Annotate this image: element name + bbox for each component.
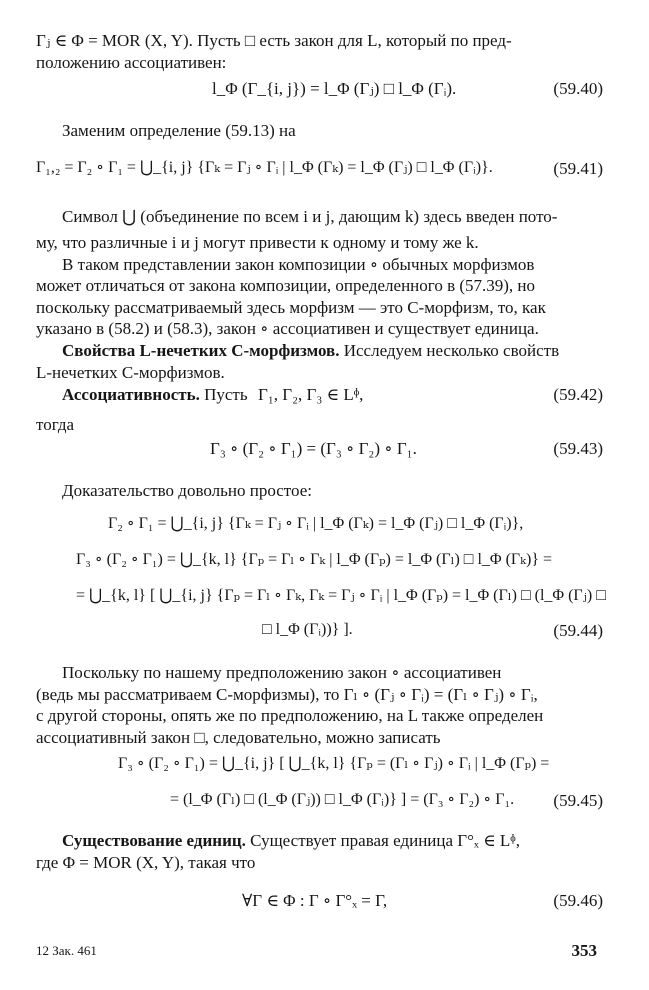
page-number: 353 [571,941,597,960]
text-line: Заменим определение (59.13) на [62,121,296,140]
text-line: указано в (58.2) и (58.3), закон ∘ ассоциативен и существует единица. [36,319,539,338]
text-line: Доказательство довольно простое: [62,481,312,500]
text-line: му, что различные i и j могут привести к одному и тому же k. [36,233,479,252]
equation-59-44-line4: □ l_Φ (Γᵢ))} ]. [262,621,353,638]
text-line [62,832,520,849]
equation-59-45-line1: Γ₃ ∘ (Γ₂ ∘ Γ₁) = ⋃_{i, j} [ ⋃_{k, l} {Γₚ = (Γₗ ∘ Γⱼ) ∘ Γᵢ | l_Φ (Γₚ) = [118,755,550,772]
equation-59-40: l_Φ (Γ_{i, j}) = l_Φ (Γⱼ) □ l_Φ (Γᵢ). [212,79,457,98]
text-span: Пусть [199,385,248,404]
text-line [62,386,248,403]
equation-number: (59.43) [553,439,603,458]
section-heading: Существование единиц. [62,831,246,850]
text-line: L-нечетких С-морфизмов. [36,363,225,382]
text-line: Символ ⋃ (объединение по всем i и j, дающим k) здесь введен пото- [62,207,558,226]
printer-signature: 12 Зак. 461 [36,943,97,958]
equation-59-44-line2: Γ₃ ∘ (Γ₂ ∘ Γ₁) = ⋃_{k, l} {Γₚ = Γₗ ∘ Γₖ | l_Φ (Γₚ) = l_Φ (Γₗ) □ l_Φ (Γₖ)} = [76,551,553,568]
text-line: ассоциативный закон □, следовательно, можно записать [36,728,441,747]
text-span: Существует правая единица Γ°ₓ ∈ Lᶲ, [245,831,521,850]
equation-number: (59.46) [553,891,603,910]
text-line: где Φ = MOR (X, Y), такая что [36,853,256,872]
equation-number: (59.45) [553,791,603,810]
equation-59-43: Γ₃ ∘ (Γ₂ ∘ Γ₁) = (Γ₃ ∘ Γ₂) ∘ Γ₁. [210,439,417,458]
text-line: (ведь мы рассматриваем С-морфизмы), то Γₗ ∘ (Γⱼ ∘ Γᵢ) = (Γₗ ∘ Γⱼ) ∘ Γᵢ, [36,685,538,704]
equation-number: (59.40) [553,79,603,98]
equation-number: (59.41) [553,159,603,178]
equation-59-46: ∀Γ ∈ Φ : Γ ∘ Γ°ₓ = Γ, [242,891,388,910]
equation-59-44-line3: = ⋃_{k, l} [ ⋃_{i, j} {Γₚ = Γₗ ∘ Γₖ, Γₖ = Γⱼ ∘ Γᵢ | l_Φ (Γₚ) = l_Φ (Γₗ) □ (l_Φ (Γⱼ) □ [76,587,606,604]
equation-59-45-line2: = (l_Φ (Γₗ) □ (l_Φ (Γⱼ)) □ l_Φ (Γᵢ)} ] = (Γ₃ ∘ Γ₂) ∘ Γ₁. [170,791,515,808]
text-span: Исследуем несколько свойств [339,341,560,360]
text-line: положению ассоциативен: [36,53,227,72]
equation-number: (59.42) [553,385,603,404]
text-line: Поскольку по нашему предположению закон ∘ ассоциативен [62,663,502,682]
text-line: Γⱼ ∈ Φ = MOR (X, Y). Пусть □ есть закон для L, который по пред- [36,31,512,50]
equation-59-44-line1: Γ₂ ∘ Γ₁ = ⋃_{i, j} {Γₖ = Γⱼ ∘ Γᵢ | l_Φ (Γₖ) = l_Φ (Γⱼ) □ l_Φ (Γᵢ)}, [108,515,524,532]
text-line: В таком представлении закон композиции ∘ обычных морфизмов [62,255,535,274]
equation-number: (59.44) [553,621,603,640]
text-line: может отличаться от закона композиции, определенного в (57.39), но [36,276,536,295]
equation-59-42: Γ₁, Γ₂, Γ₃ ∈ Lᶲ, [258,385,364,404]
text-line: поскольку рассматриваемый здесь морфизм — это С-морфизм, то, как [36,298,546,317]
text-line: с другой стороны, опять же по предположению, на L также определен [36,706,544,725]
text-line [62,342,559,359]
section-heading: Ассоциативность. [62,385,200,404]
equation-59-41: Γ₁,₂ = Γ₂ ∘ Γ₁ = ⋃_{i, j} {Γₖ = Γⱼ ∘ Γᵢ | l_Φ (Γₖ) = l_Φ (Γⱼ) □ l_Φ (Γᵢ)}. [36,159,493,176]
text-line: тогда [36,415,75,434]
section-heading: Свойства L-нечетких С-морфизмов. [62,341,340,360]
